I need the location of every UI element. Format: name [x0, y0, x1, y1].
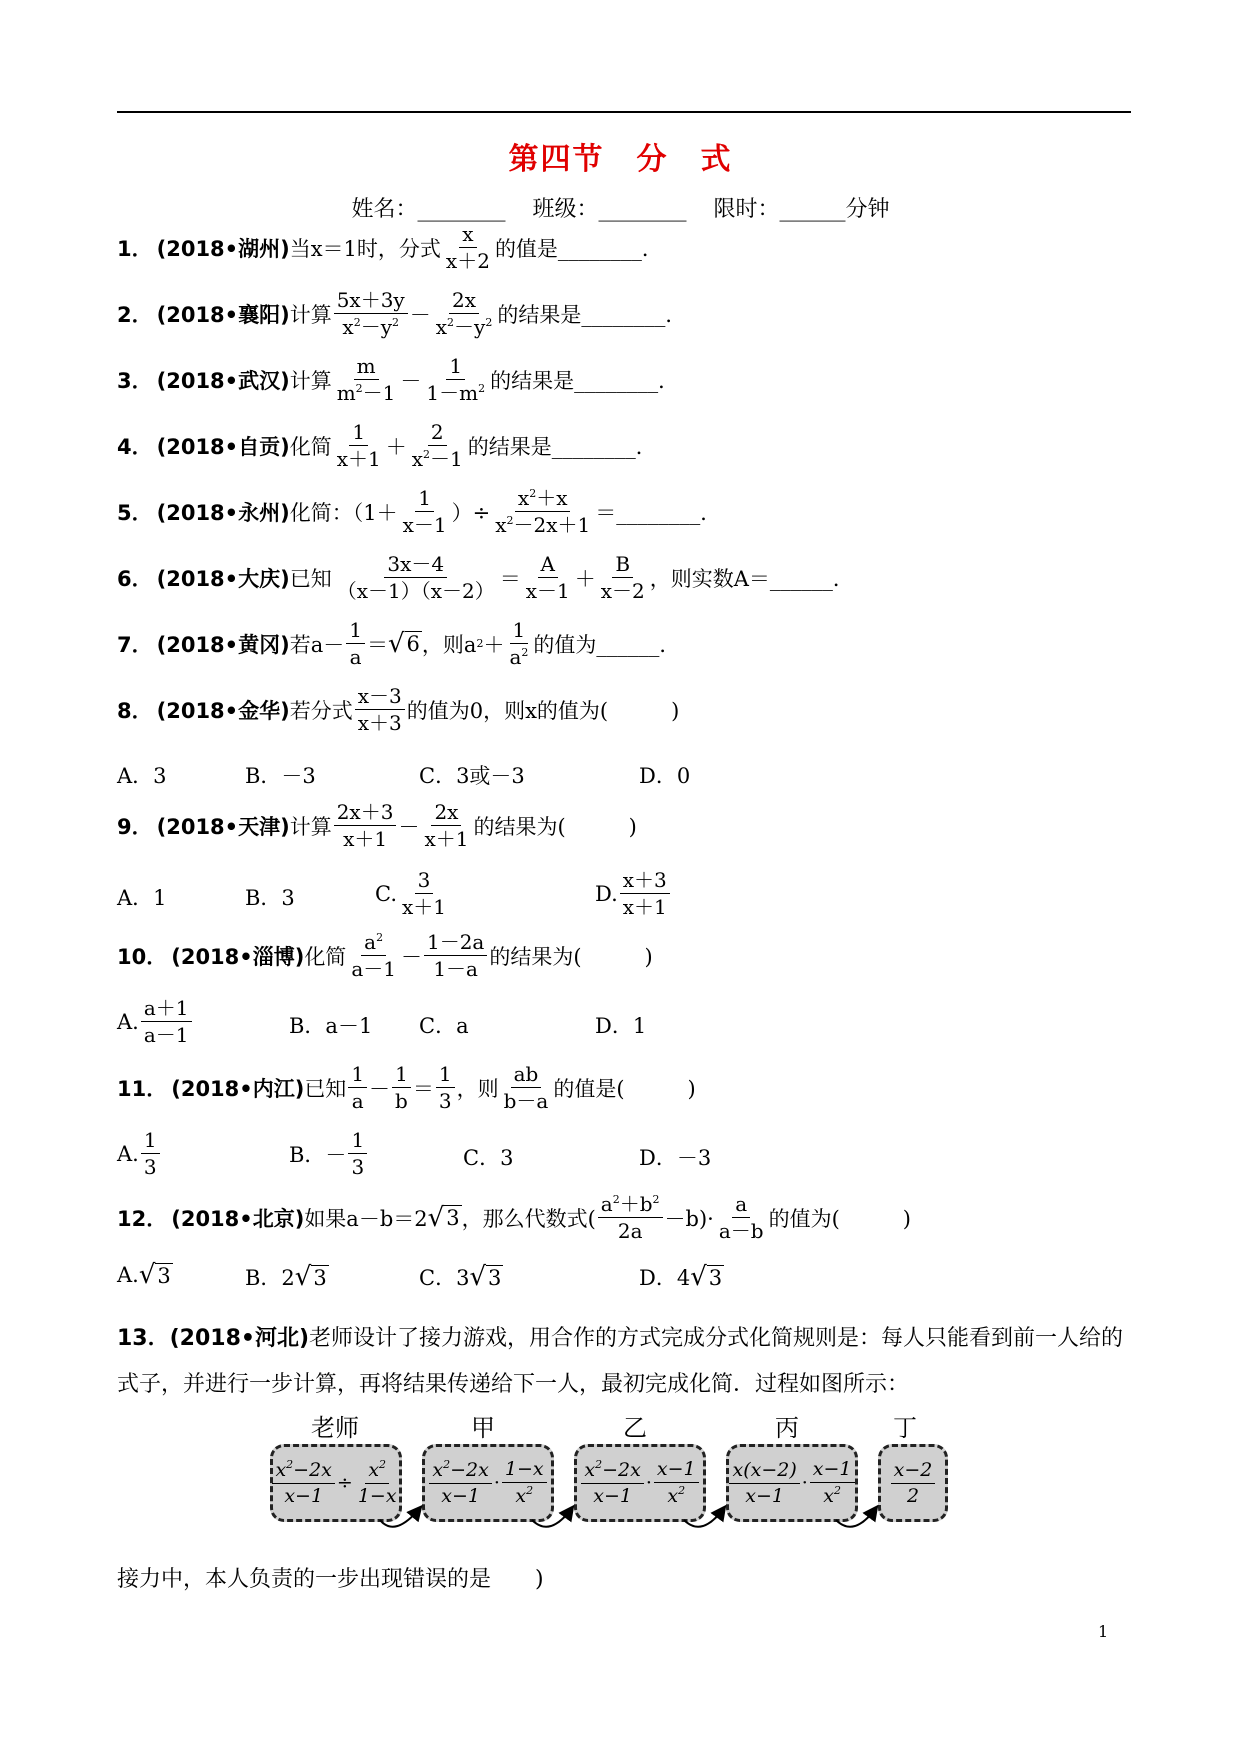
operator: ＋ [574, 566, 596, 591]
option-d[interactable]: D．4 √ 3 [639, 1262, 723, 1292]
option-d[interactable]: D．1 [595, 1014, 647, 1038]
question-text: 计算 [289, 302, 332, 327]
question-2 [117, 288, 686, 339]
question-text: 的值是________． [494, 236, 663, 261]
question-text: 若分式 [289, 698, 353, 723]
fraction: $\frac{5x+3y}{x^2-y^2}$ [334, 288, 408, 339]
option-d[interactable]: D. $\frac{x+3}{x+1}$ [595, 868, 672, 919]
question-number: 6． [117, 566, 153, 591]
fraction: $\frac{1}{a}$ [346, 618, 365, 669]
option-b[interactable]: B．3 [245, 886, 295, 910]
option-b[interactable]: B．－ $\frac{1}{3}$ [289, 1128, 369, 1179]
label-ding: 丁 [893, 1414, 917, 1442]
fraction: $\frac{1}{1-m^2}$ [426, 354, 486, 405]
fraction: $\frac{a^2}{a-1}$ [351, 930, 396, 981]
label-teacher: 老师 [311, 1414, 359, 1442]
question-number: 10． [117, 944, 168, 969]
option-a[interactable]: A. $\frac{a+1}{a-1}$ [117, 996, 194, 1047]
question-1 [117, 222, 663, 273]
option-b[interactable]: B．a－1 [289, 1014, 373, 1038]
question-source: (2018•永州) [156, 500, 290, 525]
question-text: 化简 [304, 944, 347, 969]
question-text: 化简 [289, 434, 332, 459]
question-8 [117, 684, 679, 735]
label-yi: 乙 [623, 1414, 647, 1442]
fraction: $\frac{A}{x-1}$ [525, 552, 570, 603]
fraction: $\frac{B}{x-2}$ [600, 552, 645, 603]
student-info [0, 192, 1241, 223]
question-text: 的结果为( ) [489, 944, 653, 969]
question-13 [117, 1316, 1127, 1408]
name-field: 姓名：________ [351, 197, 506, 222]
square-root: √ 6 [387, 628, 420, 659]
arrow-4 [836, 1508, 876, 1527]
question-source: (2018•湖州) [156, 236, 290, 261]
question-source: (2018•淄博) [171, 944, 305, 969]
question-number: 1． [117, 236, 153, 261]
relay-box-teacher: $\frac{x^2-2x}{x-1}$ ÷ $\frac{x^2}{1-x}$ [270, 1444, 402, 1522]
fraction: $\frac{x^2+x}{x^2-2x+1}$ [495, 486, 591, 537]
operator: ＝ [499, 566, 521, 591]
fraction: $\frac{3x-4}{(x-1)(x-2)}$ [336, 552, 495, 603]
question-text: 的值是( ) [553, 1076, 696, 1101]
question-text: 的值为( ) [768, 1206, 911, 1231]
question-number: 9． [117, 814, 153, 839]
operator: ＝ [366, 632, 388, 657]
question-number: 7． [117, 632, 153, 657]
label-bing: 丙 [775, 1414, 799, 1442]
question-text: 化简：（1＋ [289, 500, 398, 525]
fraction: $\frac{2}{x^2-1}$ [411, 420, 463, 471]
class-field: 班级：________ [532, 197, 687, 222]
question-7: 7． (2018•黄冈) 若a－ $\frac{1}{a}$ ＝ √ 6 ，则a 2 ＋ $\frac{1}{a^2}$ 的值为______． [117, 618, 681, 669]
operator: － [369, 1076, 391, 1101]
question-text: 计算 [289, 368, 332, 393]
time-field: 限时：______分钟 [713, 197, 890, 222]
square-root: √ 3 [427, 1202, 460, 1233]
question-number: 12． [117, 1206, 168, 1231]
question-text: 的值为______． [533, 632, 681, 657]
question-source: (2018•天津) [156, 814, 290, 839]
top-rule [117, 111, 1131, 113]
question-9 [117, 800, 637, 851]
option-d[interactable]: D．0 [639, 764, 691, 788]
page-title: 第四节 分 式 [508, 142, 733, 177]
operator: － [398, 814, 420, 839]
question-number: 13． [117, 1326, 170, 1351]
arrow-2 [532, 1508, 572, 1527]
operator: ＋ [483, 632, 505, 657]
fraction: $\frac{1}{x+1}$ [336, 420, 381, 471]
question-source: (2018•武汉) [156, 368, 290, 393]
question-source: (2018•河北) [169, 1326, 310, 1351]
relay-box-ding: $\frac{x-2}{2}$ [878, 1444, 948, 1522]
relay-box-bing: $\frac{x(x-2)}{x-1}$ · $\frac{x-1}{x^2}$ [726, 1444, 858, 1522]
arrow-3 [684, 1508, 724, 1527]
option-a[interactable]: A．3 [117, 764, 167, 788]
option-c[interactable]: C．3 √ 3 [419, 1262, 502, 1292]
operator: － [400, 944, 422, 969]
question-number: 11． [117, 1076, 168, 1101]
operator: ＋ [385, 434, 407, 459]
question-text: 的结果是________． [497, 302, 687, 327]
question-text: 如果a－b＝2 [304, 1206, 428, 1231]
question-source: (2018•内江) [171, 1076, 305, 1101]
question-text: 已知 [304, 1076, 347, 1101]
question-number: 8． [117, 698, 153, 723]
question-text: ）÷ [451, 500, 491, 525]
question-text: ，则a [421, 632, 477, 657]
question-number: 4． [117, 434, 153, 459]
question-3 [117, 354, 679, 405]
fraction: $\frac{1}{x-1}$ [402, 486, 447, 537]
relay-box-yi: $\frac{x^2-2x}{x-1}$ · $\frac{x-1}{x^2}$ [574, 1444, 706, 1522]
question-text: ，那么代数式( [461, 1206, 596, 1231]
question-number: 5． [117, 500, 153, 525]
question-number: 2． [117, 302, 153, 327]
question-number: 3． [117, 368, 153, 393]
option-d[interactable]: D．－3 [639, 1146, 712, 1170]
question-text: 的结果为( ) [473, 814, 637, 839]
question-6 [117, 552, 854, 603]
fraction: $\frac{x-3}{x+3}$ [355, 684, 405, 735]
question-text: ＝________． [595, 500, 722, 525]
fraction: $\frac{m}{m^2-1}$ [336, 354, 396, 405]
relay-diagram [270, 1408, 970, 1528]
operator: ＝ [412, 1076, 434, 1101]
option-c[interactable]: C．3 [463, 1146, 514, 1170]
question-source: (2018•金华) [156, 698, 290, 723]
question-text: 的结果是________． [490, 368, 680, 393]
question-4 [117, 420, 657, 471]
question-13-closing: 接力中，本人负责的一步出现错误的是 ) [117, 1567, 544, 1592]
question-text: 的值为0，则x的值为( ) [406, 698, 680, 723]
page-number: 1 [1098, 1622, 1109, 1641]
question-text: ，则实数A＝______． [649, 566, 854, 591]
operator: － [409, 302, 431, 327]
fraction: $\frac{a^2+b^2}{2a}$ [598, 1192, 663, 1243]
relay-arrows [270, 1408, 970, 1528]
question-text: 已知 [289, 566, 332, 591]
option-c[interactable]: C．3或－3 [419, 764, 525, 788]
option-c[interactable]: C. $\frac{3}{x+1}$ [375, 868, 447, 919]
question-11 [117, 1062, 696, 1113]
fraction: $\frac{x}{x+2}$ [445, 222, 490, 273]
option-b[interactable]: B．－3 [245, 764, 316, 788]
fraction: $\frac{ab}{b-a}$ [503, 1062, 549, 1113]
question-text: 的结果是________． [467, 434, 657, 459]
fraction: $\frac{1}{a^2}$ [509, 618, 529, 669]
option-c[interactable]: C．a [419, 1014, 469, 1038]
question-text: 当x＝1时，分式 [289, 236, 441, 261]
question-source: (2018•自贡) [156, 434, 290, 459]
question-source: (2018•大庆) [156, 566, 290, 591]
option-a[interactable]: A. $\frac{1}{3}$ [117, 1128, 162, 1179]
question-source: (2018•襄阳) [156, 302, 290, 327]
question-text: 若a－ [289, 632, 345, 657]
option-a[interactable]: A．1 [117, 886, 167, 910]
question-text: 老师设计了接力游戏，用合作的方式完成分式化简规则是：每人只能看到前一人给的式子，并进行一步计算，再将结果传递给下一人，最初完成化简．过程如图所示： [117, 1326, 1124, 1397]
relay-box-jia: $\frac{x^2-2x}{x-1}$ · $\frac{1-x}{x^2}$ [422, 1444, 554, 1522]
fraction: $\frac{2x+3}{x+1}$ [334, 800, 397, 851]
question-source: (2018•黄冈) [156, 632, 290, 657]
option-a[interactable]: A. √ 3 [117, 1260, 171, 1290]
question-text: 计算 [289, 814, 332, 839]
question-5 [117, 486, 721, 537]
fraction: $\frac{a}{a-b}$ [718, 1192, 764, 1243]
fraction: $\frac{1}{a}$ [348, 1062, 367, 1113]
fraction: $\frac{1-2a}{1-a}$ [424, 930, 487, 981]
question-text: ，则 [456, 1076, 499, 1101]
question-source: (2018•北京) [171, 1206, 305, 1231]
fraction: $\frac{2x}{x+1}$ [424, 800, 469, 851]
fraction: $\frac{2x}{x^2-y^2}$ [435, 288, 493, 339]
question-12 [117, 1192, 911, 1243]
arrow-1 [380, 1508, 420, 1527]
fraction: $\frac{1}{b}$ [392, 1062, 411, 1113]
option-b[interactable]: B．2 √ 3 [245, 1262, 327, 1292]
label-jia: 甲 [471, 1414, 495, 1442]
operator: － [400, 368, 422, 393]
fraction: $\frac{1}{3}$ [436, 1062, 455, 1113]
question-text: －b)· [664, 1206, 714, 1231]
question-10 [117, 930, 653, 981]
